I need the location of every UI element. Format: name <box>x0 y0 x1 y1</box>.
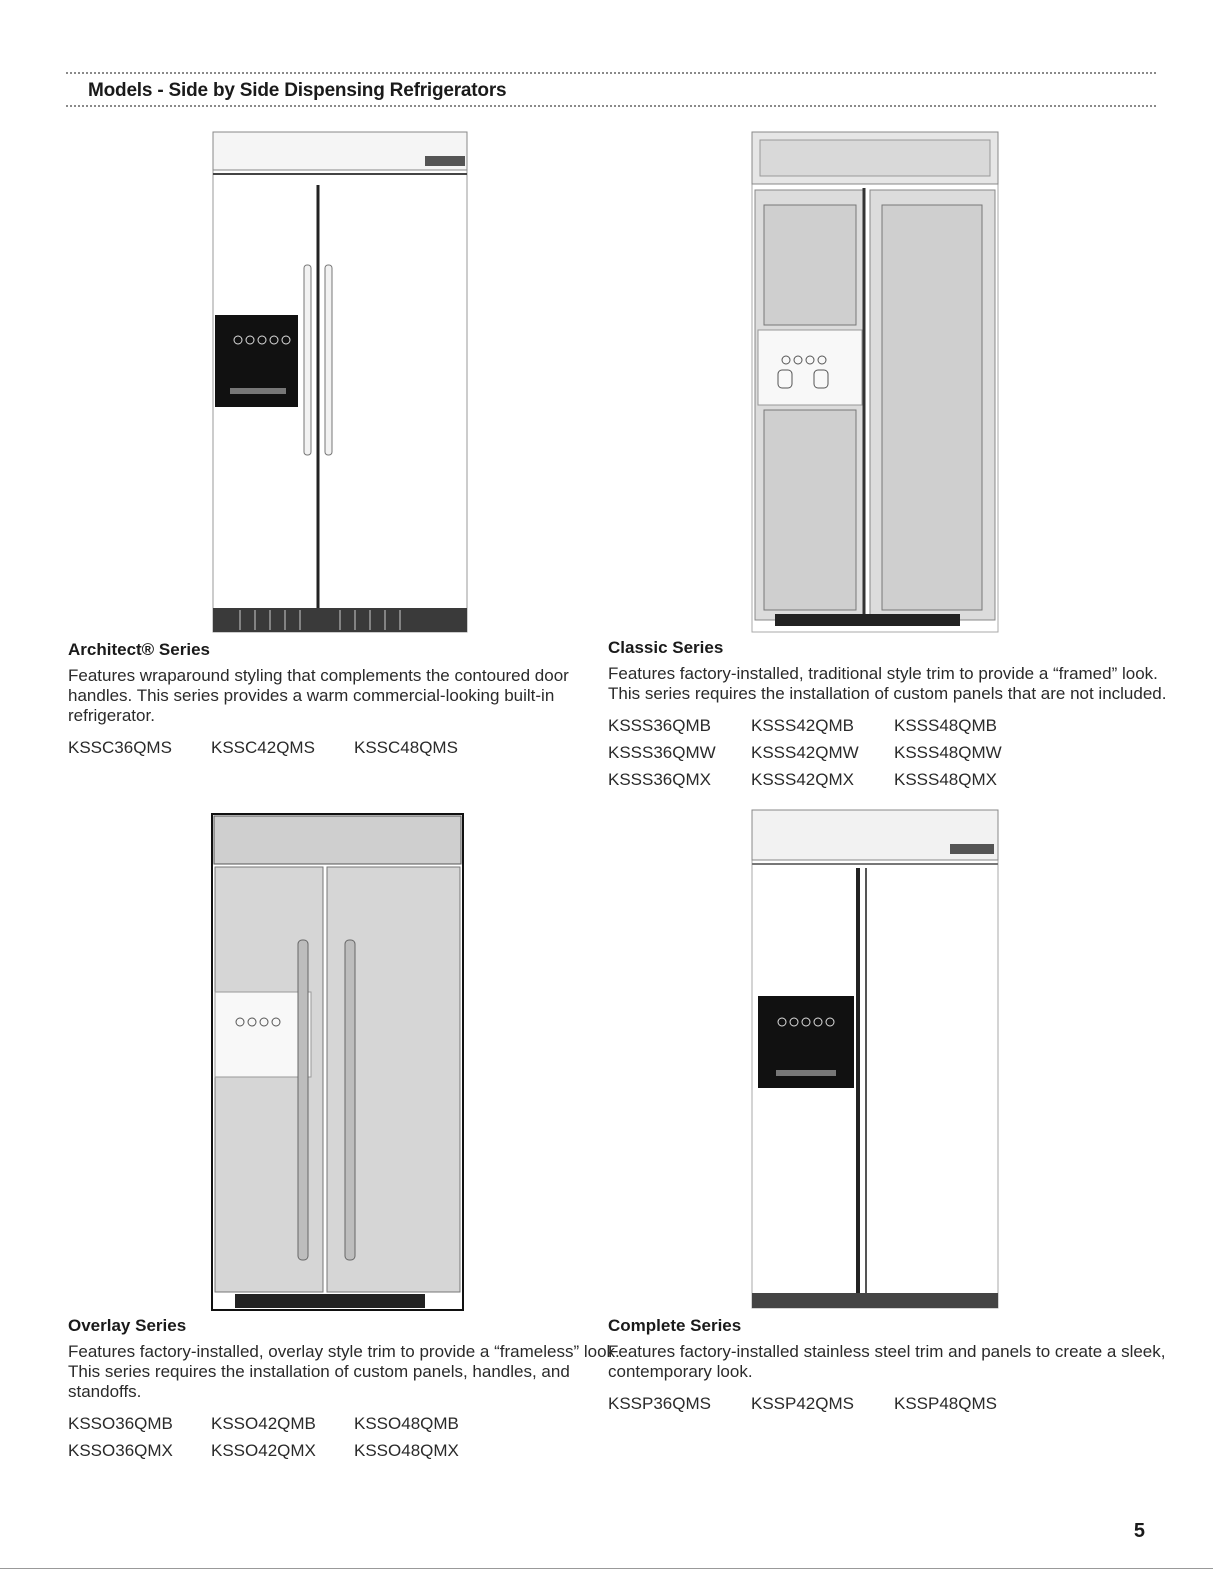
overlay-series-title: Overlay Series <box>68 1316 187 1335</box>
overlay-refrigerator-illustration <box>210 812 465 1312</box>
model-number: KSSO42QMB <box>211 1413 316 1433</box>
model-number: KSSO36QMX <box>68 1440 173 1460</box>
model-number: KSSS48QMW <box>894 742 1002 762</box>
model-number: KSSO48QMX <box>354 1440 459 1460</box>
model-number: KSSO42QMX <box>211 1440 316 1460</box>
model-number: KSSO48QMB <box>354 1413 459 1433</box>
architect-model-list <box>68 734 628 761</box>
architect-series-title: Architect® Series <box>68 640 210 659</box>
model-row <box>608 1390 1168 1417</box>
top-dotted-rule <box>66 72 1156 74</box>
footer-rule <box>0 1568 1213 1569</box>
model-number: KSSC42QMS <box>211 737 315 757</box>
model-number: KSSC48QMS <box>354 737 458 757</box>
model-number: KSSS36QMX <box>608 769 711 789</box>
architect-series-block <box>68 640 628 761</box>
model-number: KSSS42QMB <box>751 715 854 735</box>
model-number: KSSS48QMB <box>894 715 997 735</box>
model-number: KSSS36QMB <box>608 715 711 735</box>
model-row <box>608 766 1168 793</box>
model-row <box>608 712 1168 739</box>
model-number: KSSP48QMS <box>894 1393 997 1413</box>
model-row <box>608 739 1168 766</box>
overlay-model-list <box>68 1410 628 1464</box>
architect-refrigerator-illustration <box>210 130 470 635</box>
complete-series-title: Complete Series <box>608 1316 742 1335</box>
model-number: KSSS42QMW <box>751 742 859 762</box>
classic-series-title: Classic Series <box>608 638 724 657</box>
model-number: KSSP36QMS <box>608 1393 711 1413</box>
complete-model-list <box>608 1390 1168 1417</box>
classic-series-description: Features factory-installed, traditional style trim to provide a “framed” look. This series requires the installation of custom panels that are not included. <box>608 664 1167 703</box>
classic-series-block <box>608 638 1168 793</box>
page-number: 5 <box>1133 1520 1145 1542</box>
model-row <box>68 1437 628 1464</box>
model-number: KSSC36QMS <box>68 737 172 757</box>
architect-series-description: Features wraparound styling that complements the contoured door handles. This series provides a warm commercial-looking built-in refrigerator. <box>68 666 569 725</box>
model-number: KSSS42QMX <box>751 769 854 789</box>
model-number: KSSS36QMW <box>608 742 716 762</box>
model-row <box>68 734 628 761</box>
overlay-series-description: Features factory-installed, overlay style trim to provide a “frameless” look. This series requires the installation of custom panels, handles, and standoffs. <box>68 1342 620 1401</box>
model-number: KSSS48QMX <box>894 769 997 789</box>
classic-refrigerator-illustration <box>750 130 1000 635</box>
classic-model-list <box>608 712 1168 793</box>
complete-series-description: Features factory-installed stainless steel trim and panels to create a sleek, contemporary look. <box>608 1342 1166 1381</box>
overlay-series-block <box>68 1316 628 1464</box>
model-number: KSSP42QMS <box>751 1393 854 1413</box>
page-heading: Models - Side by Side Dispensing Refrigerators <box>88 80 507 101</box>
model-row <box>68 1410 628 1437</box>
complete-refrigerator-illustration <box>750 808 1000 1310</box>
model-number: KSSO36QMB <box>68 1413 173 1433</box>
complete-series-block <box>608 1316 1168 1417</box>
heading-dotted-rule <box>66 105 1156 107</box>
